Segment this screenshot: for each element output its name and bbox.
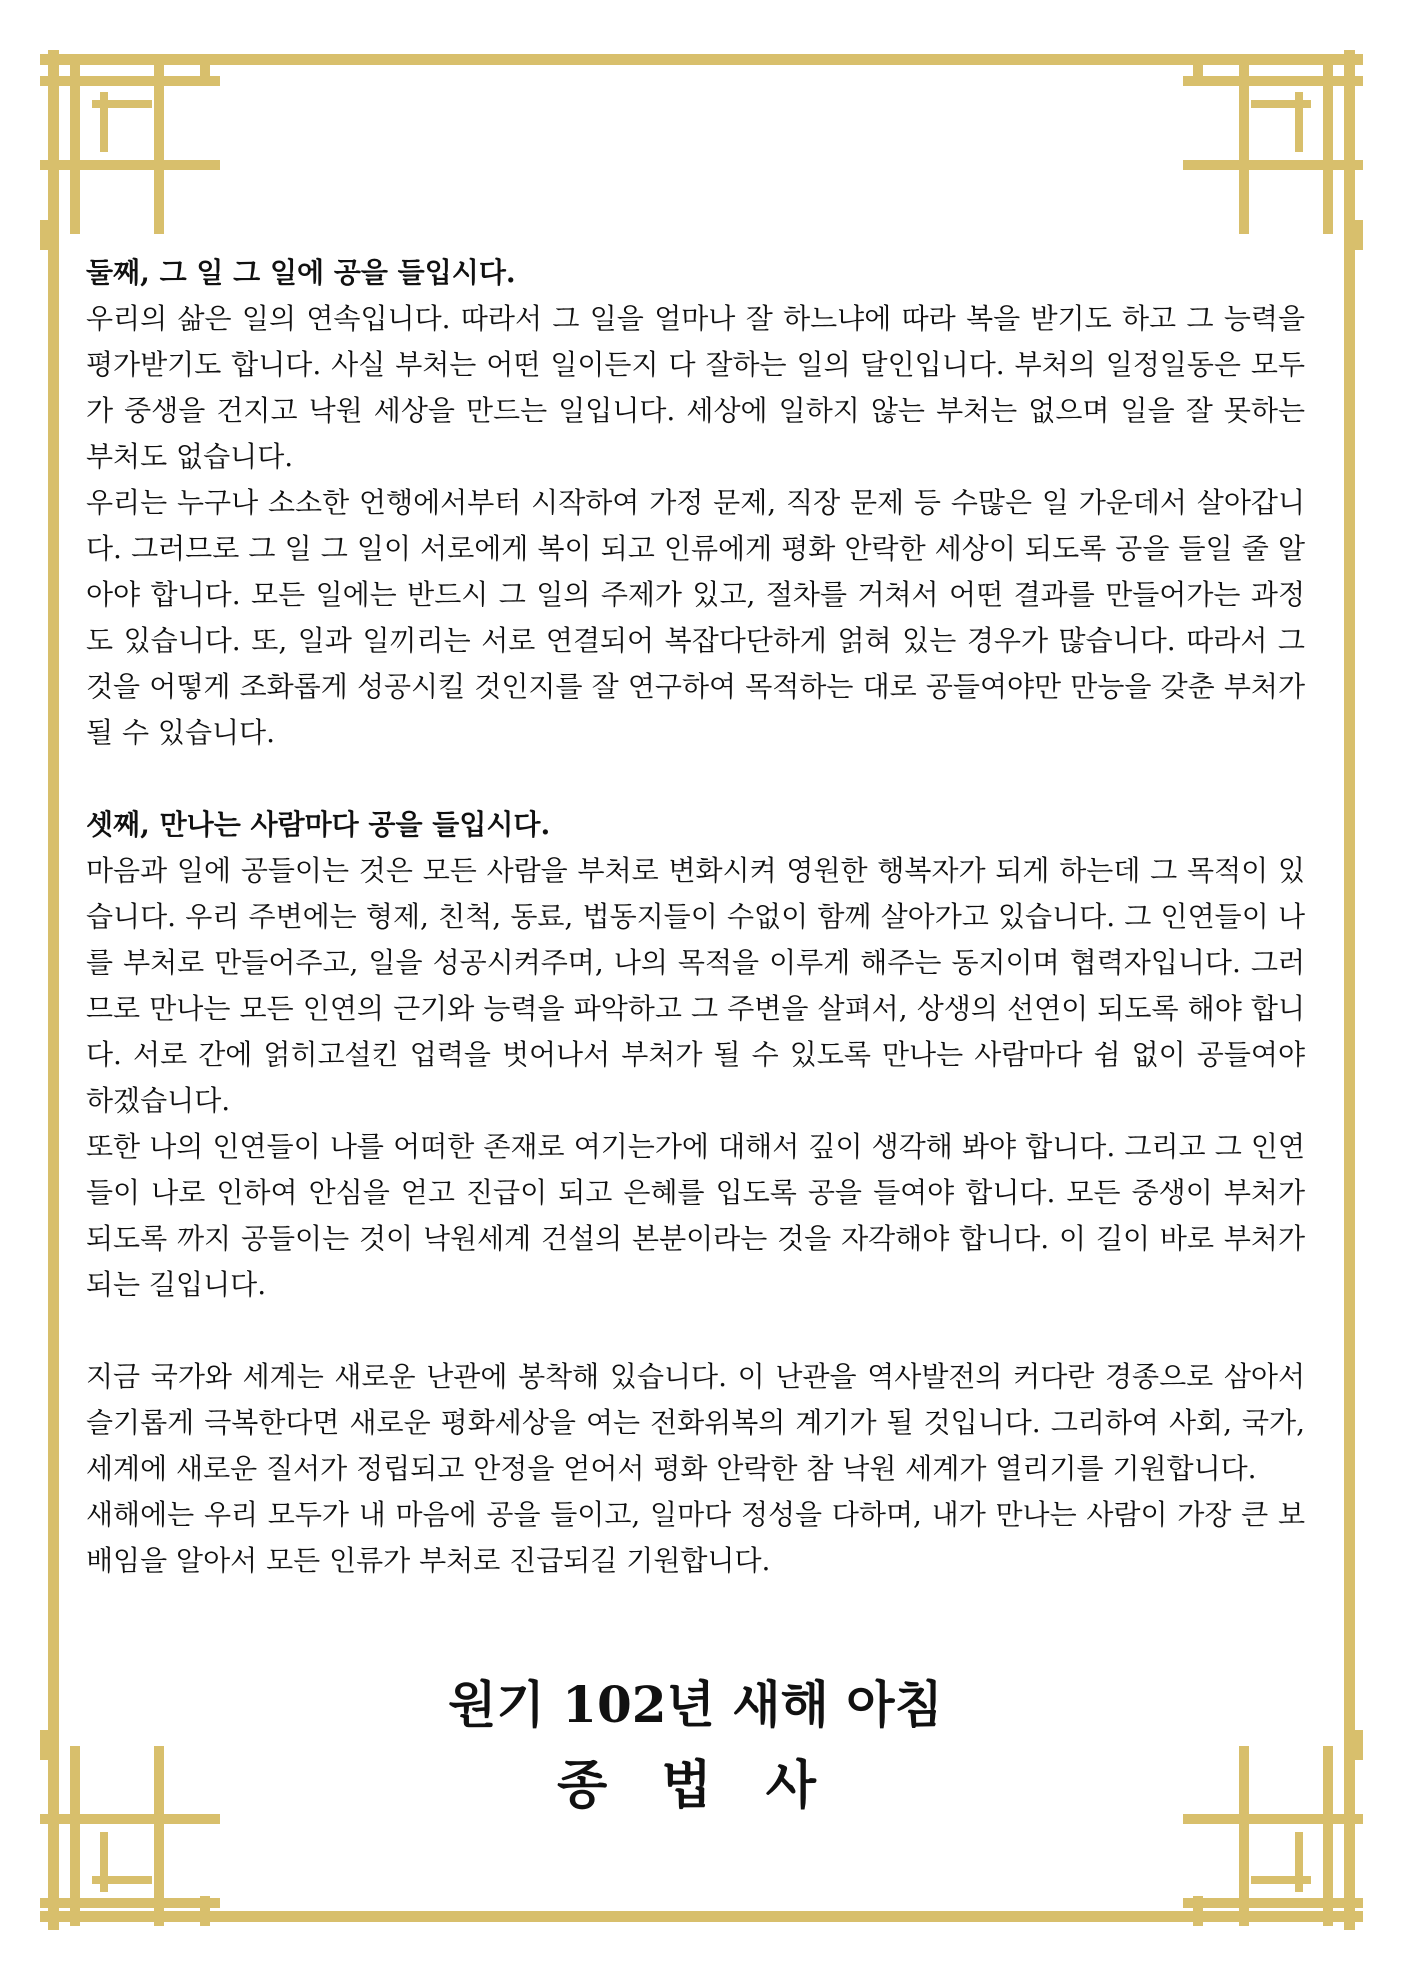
closing-paragraph-2: 새해에는 우리 모두가 내 마음에 공을 들이고, 일마다 정성을 다하며, 내가 만나는 사람이 가장 큰 보배임을 알아서 모든 인류가 부처로 진급되길 기원합니다.: [86, 1498, 1305, 1577]
section2-paragraph-1: 우리의 삶은 일의 연속입니다. 따라서 그 일을 얼마나 잘 하느냐에 따라 복을 받기도 하고 그 능력을 평가받기도 합니다. 사실 부처는 어떤 일이든지 다 잘하는 일의 달인입니다. 부처의 일정일동은 모두가 중생을 건지고 낙원 세상을 만드는 일입니다. 세상에 일하지 않는 부처는 없으며 일을 잘 못하는 부처도 없습니다.: [86, 302, 1305, 473]
paragraph-gap: [86, 1308, 1305, 1354]
signature-author: 종 법 사: [557, 1755, 834, 1816]
section3-heading: 셋째, 만나는 사람마다 공을 들입시다.: [86, 808, 551, 841]
paragraph-gap: [86, 756, 1305, 802]
letter-body: [86, 250, 1305, 1584]
section3-paragraph-2: 또한 나의 인연들이 나를 어떠한 존재로 여기는가에 대해서 깊이 생각해 봐야 합니다. 그리고 그 인연들이 나로 인하여 안심을 얻고 진급이 되고 은혜를 입도록 공을 들여야 합니다. 모든 중생이 부처가 되도록 까지 공들이는 것이 낙원세계 건설의 본분이라는 것을 자각해야 합니다. 이 길이 바로 부처가 되는 길입니다.: [86, 1130, 1305, 1301]
signature-date: 원기 102년 새해 아침: [448, 1675, 943, 1734]
section2-paragraph-2: 우리는 누구나 소소한 언행에서부터 시작하여 가정 문제, 직장 문제 등 수많은 일 가운데서 살아갑니다. 그러므로 그 일 그 일이 서로에게 복이 되고 인류에게 평화 안락한 세상이 되도록 공을 들일 줄 알아야 합니다. 모든 일에는 반드시 그 일의 주제가 있고, 절차를 거쳐서 어떤 결과를 만들어가는 과정도 있습니다. 또, 일과 일끼리는 서로 연결되어 복잡다단하게 얽혀 있는 경우가 많습니다. 따라서 그것을 어떻게 조화롭게 성공시킬 것인지를 잘 연구하여 목적하는 대로 공들여야만 만능을 갖춘 부처가 될 수 있습니다.: [86, 486, 1305, 749]
closing-paragraph-1: 지금 국가와 세계는 새로운 난관에 봉착해 있습니다. 이 난관을 역사발전의 커다란 경종으로 삼아서 슬기롭게 극복한다면 새로운 평화세상을 여는 전화위복의 계기가 될 것입니다. 그리하여 사회, 국가, 세계에 새로운 질서가 정립되고 안정을 얻어서 평화 안락한 참 낙원 세계가 열리기를 기원합니다.: [86, 1360, 1305, 1485]
section3-paragraph-1: 마음과 일에 공들이는 것은 모든 사람을 부처로 변화시켜 영원한 행복자가 되게 하는데 그 목적이 있습니다. 우리 주변에는 형제, 친척, 동료, 법동지들이 수없이 함께 살아가고 있습니다. 그 인연들이 나를 부처로 만들어주고, 일을 성공시켜주며, 나의 목적을 이루게 해주는 동지이며 협력자입니다. 그러므로 만나는 모든 인연의 근기와 능력을 파악하고 그 주변을 살펴서, 상생의 선연이 되도록 해야 합니다. 서로 간에 얽히고설킨 업력을 벗어나서 부처가 될 수 있도록 만나는 사람마다 쉼 없이 공들여야 하겠습니다.: [86, 854, 1305, 1117]
section2-heading: 둘째, 그 일 그 일에 공을 들입시다.: [86, 256, 516, 289]
